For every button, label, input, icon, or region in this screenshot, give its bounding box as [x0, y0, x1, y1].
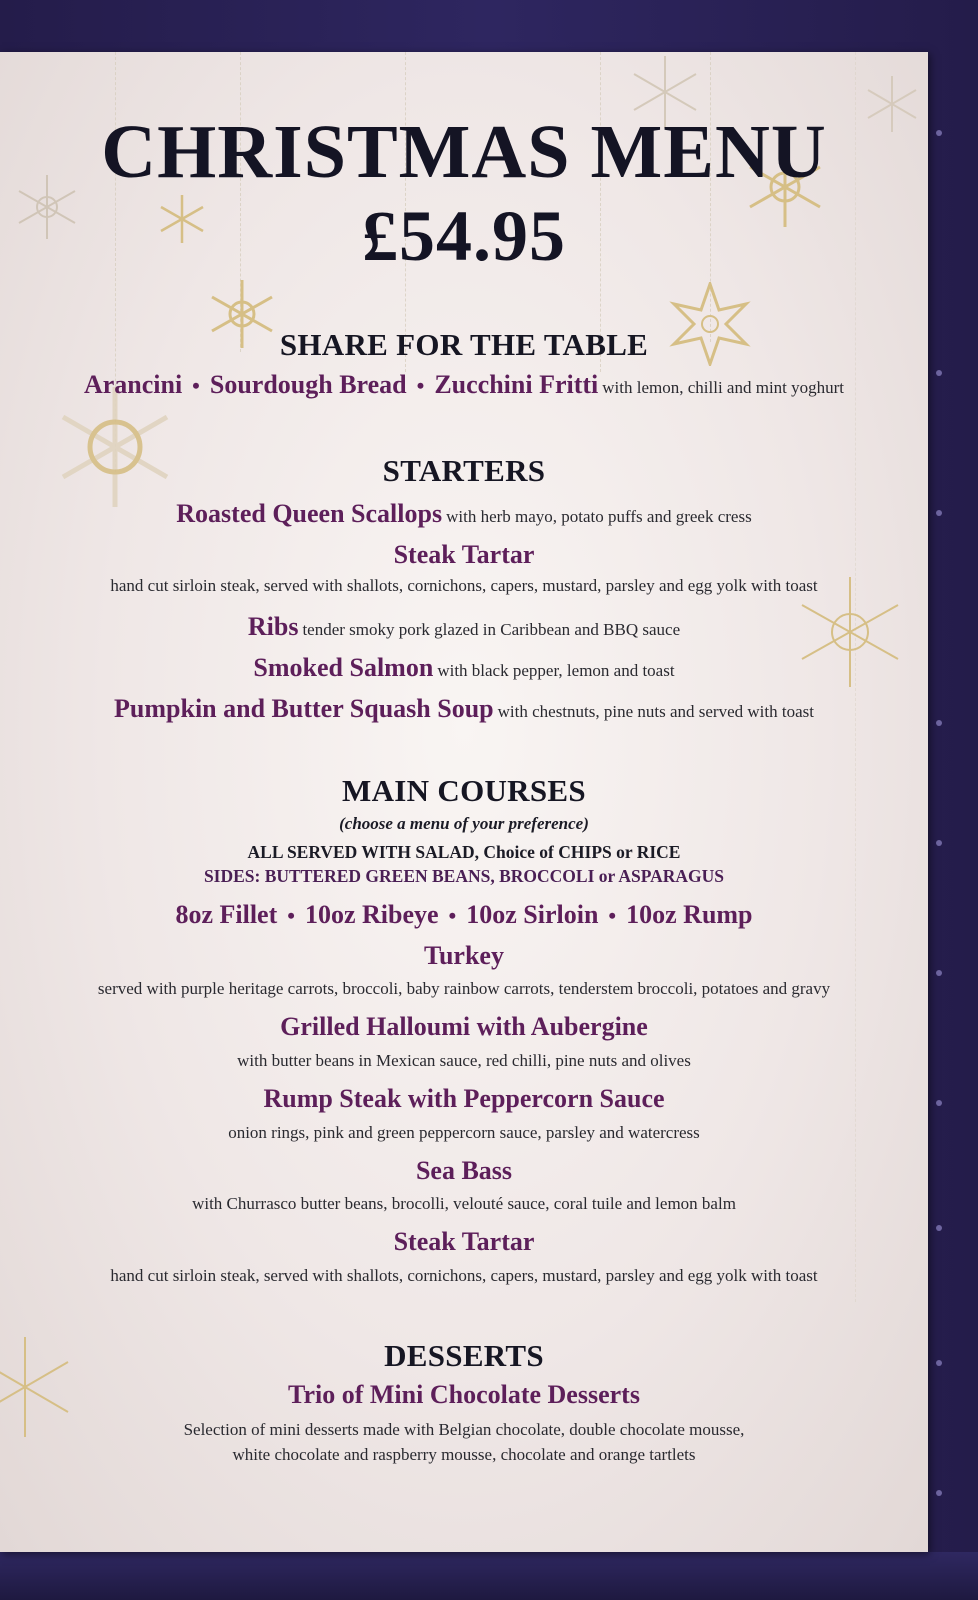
starter-item	[0, 540, 928, 570]
starter-item	[0, 694, 928, 724]
starter-item	[0, 499, 928, 529]
dish-description: with lemon, chilli and mint yoghurt	[602, 378, 845, 397]
menu-price: £54.95	[362, 196, 566, 276]
dish-description: served with purple heritage carrots, broccoli, baby rainbow carrots, tenderstem broccoli, potatoes and gravy	[97, 979, 831, 998]
bullet-separator: •	[416, 373, 425, 398]
menu-title: CHRISTMAS MENU	[101, 110, 827, 194]
dish-name: Rump Steak with Peppercorn Sauce	[263, 1084, 665, 1113]
dish-name: Trio of Mini Chocolate Desserts	[288, 1380, 640, 1409]
main-item-description	[0, 1051, 928, 1071]
main-item-description	[0, 1266, 928, 1286]
backing-bottom-edge	[0, 1552, 978, 1600]
main-item	[0, 941, 928, 971]
dish-description: hand cut sirloin steak, served with shallots, cornichons, capers, mustard, parsley and egg yolk with toast	[110, 576, 818, 595]
steak-option: 8oz Fillet	[175, 900, 278, 929]
main-item-description	[0, 1194, 928, 1214]
main-item	[0, 1156, 928, 1186]
backing-dots	[928, 40, 978, 1540]
dish-description: hand cut sirloin steak, served with shallots, cornichons, capers, mustard, parsley and egg yolk with toast	[110, 1266, 818, 1285]
mains-note	[0, 814, 928, 834]
share-items-line	[0, 370, 928, 400]
starter-item	[0, 612, 928, 642]
dish-name: Sea Bass	[415, 1156, 513, 1185]
starter-item	[0, 653, 928, 683]
dish-description: Selection of mini desserts made with Belgian chocolate, double chocolate mousse,	[183, 1420, 745, 1439]
dish-name: Roasted Queen Scallops	[176, 499, 443, 528]
dish-description: with herb mayo, potato puffs and greek cress	[446, 507, 752, 526]
dish-name: Smoked Salmon	[253, 653, 434, 682]
mains-note-text: (choose a menu of your preference)	[339, 814, 589, 833]
dish-name: Turkey	[424, 941, 504, 970]
bullet-separator: •	[608, 903, 617, 928]
dish-name: Pumpkin and Butter Squash Soup	[114, 694, 494, 723]
dish-name: Sourdough Bread	[209, 370, 407, 399]
bullet-separator: •	[448, 903, 457, 928]
dish-name: Steak Tartar	[393, 1227, 535, 1256]
dish-name: Arancini	[83, 370, 183, 399]
section-heading-desserts: DESSERTS	[384, 1338, 544, 1373]
mains-served-with	[0, 842, 928, 863]
dish-description: with chestnuts, pine nuts and served with toast	[497, 702, 814, 721]
main-item	[0, 1227, 928, 1257]
served-with-text: ALL SERVED WITH SALAD, Choice of CHIPS or RICE	[247, 842, 681, 862]
dish-description: tender smoky pork glazed in Caribbean and BBQ sauce	[302, 620, 681, 639]
dessert-item	[0, 1380, 928, 1410]
snowflake-icon	[50, 382, 180, 512]
section-heading-starters: STARTERS	[382, 453, 546, 488]
dish-name: Zucchini Fritti	[434, 370, 599, 399]
dish-name: Steak Tartar	[393, 540, 535, 569]
steak-option: 10oz Rump	[626, 900, 753, 929]
main-item-description	[0, 979, 928, 999]
dish-description: with black pepper, lemon and toast	[437, 661, 675, 680]
dish-name: Ribs	[247, 612, 299, 641]
main-item	[0, 1084, 928, 1114]
menu-card	[0, 52, 928, 1552]
dessert-description-line	[0, 1420, 928, 1440]
steak-option: 10oz Ribeye	[304, 900, 439, 929]
main-item-description	[0, 1123, 928, 1143]
main-item	[0, 1012, 928, 1042]
mains-sides	[0, 866, 928, 887]
section-heading-share: SHARE FOR THE TABLE	[279, 327, 649, 362]
dessert-description-line	[0, 1445, 928, 1465]
steak-options-line	[0, 900, 928, 930]
starter-item-description	[0, 576, 928, 596]
sides-text: SIDES: BUTTERED GREEN BEANS, BROCCOLI or ASPARAGUS	[203, 866, 725, 886]
bullet-separator: •	[287, 903, 295, 928]
dish-description: onion rings, pink and green peppercorn sauce, parsley and watercress	[228, 1123, 700, 1142]
dish-description: with butter beans in Mexican sauce, red chilli, pine nuts and olives	[237, 1051, 691, 1070]
steak-option: 10oz Sirloin	[466, 900, 599, 929]
bullet-separator: •	[192, 373, 200, 398]
dish-name: Grilled Halloumi with Aubergine	[280, 1012, 648, 1041]
dish-description: with Churrasco butter beans, brocolli, velouté sauce, coral tuile and lemon balm	[192, 1194, 736, 1213]
section-heading-mains: MAIN COURSES	[342, 773, 586, 808]
dish-description: white chocolate and raspberry mousse, chocolate and orange tartlets	[232, 1445, 696, 1464]
